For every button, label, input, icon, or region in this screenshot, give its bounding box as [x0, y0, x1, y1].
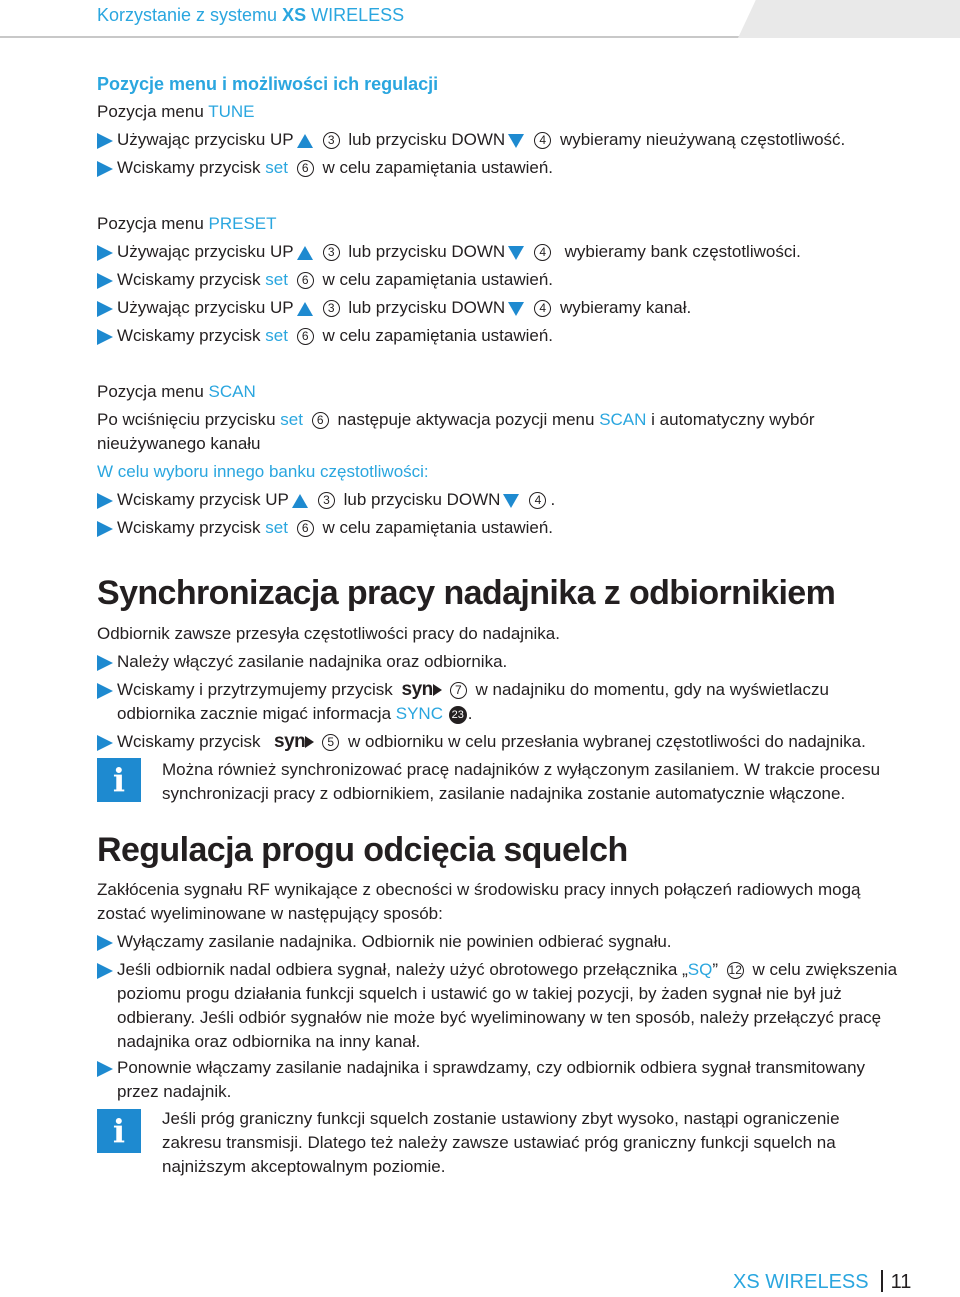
header-tab-decoration: [738, 0, 960, 38]
info-icon: i: [97, 758, 141, 802]
bullet-arrow-icon: [97, 493, 113, 509]
down-arrow-icon: [508, 302, 524, 316]
up-arrow-icon: [292, 494, 308, 508]
footer-brand: XS WIRELESS: [733, 1271, 869, 1293]
squelch-step-2-line-4: nadajnika oraz odbiornika na inny kanał.: [117, 1032, 421, 1051]
page-number: 11: [890, 1271, 912, 1293]
header-rule: [0, 36, 740, 38]
bullet-arrow-icon: [97, 963, 113, 979]
squelch-intro-1: Zakłócenia sygnału RF wynikające z obecności w środowisku pracy innych połączeń radiowych mogą: [97, 880, 861, 899]
footer-separator: [881, 1270, 883, 1292]
scan-step-1: Wciskamy przycisk UP 3 lub przycisku DOWN 4 .: [97, 489, 555, 511]
header-title: Korzystanie z systemu XS WIRELESS: [97, 5, 405, 25]
bullet-arrow-icon: [97, 245, 113, 261]
squelch-step-2: Jeśli odbiornik nadal odbiera sygnał, należy użyć obrotowego przełącznika „SQ” 12 w celu zwiększenia: [97, 959, 897, 981]
bullet-arrow-icon: [97, 655, 113, 671]
squelch-info-line-3: najniższym akceptowalnym poziomie.: [162, 1157, 446, 1176]
squelch-section-title: Regulacja progu odcięcia squelch: [97, 831, 628, 869]
preset-step-1: Używając przycisku UP 3 lub przycisku DOWN 4 wybieramy bank częstotliwości.: [97, 241, 801, 263]
preset-heading: Pozycja menu PRESET: [97, 214, 277, 233]
scan-description-cont: nieużywanego kanału: [97, 434, 261, 453]
tune-step-1: Używając przycisku UP 3 lub przycisku DOWN 4 wybieramy nieużywaną częstotliwość.: [97, 129, 845, 151]
squelch-info-line-2: zakresu transmisji. Dlatego też należy zawsze ustawiać próg graniczny funkcji squelch na: [162, 1133, 836, 1152]
scan-heading: Pozycja menu SCAN: [97, 382, 256, 401]
sync-step-3: Wciskamy przycisk syn 5 w odbiorniku w celu przesłania wybranej częstotliwości do nadajnika.: [97, 731, 866, 753]
preset-step-2: Wciskamy przycisk set 6 w celu zapamiętania ustawień.: [97, 269, 553, 291]
preset-step-4: Wciskamy przycisk set 6 w celu zapamiętania ustawień.: [97, 325, 553, 347]
page-footer: [733, 1270, 911, 1294]
up-arrow-icon: [297, 134, 313, 148]
squelch-info-line-1: Jeśli próg graniczny funkcji squelch zostanie ustawiony zbyt wysoko, nastąpi ograniczenie: [162, 1109, 840, 1128]
info-icon: i: [97, 1109, 141, 1153]
bullet-arrow-icon: [97, 935, 113, 951]
squelch-step-2-line-2: poziomu progu działania funkcji squelch i ustawić go w takiej pozycji, by żaden sygnał nie był już: [117, 984, 842, 1003]
bullet-arrow-icon: [97, 1061, 113, 1077]
squelch-step-3: Ponownie włączamy zasilanie nadajnika i sprawdzamy, czy odbiornik odbiera sygnał transmitowany: [97, 1057, 865, 1079]
tune-step-2: Wciskamy przycisk set 6 w celu zapamiętania ustawień.: [97, 157, 553, 179]
sync-section-title: Synchronizacja pracy nadajnika z odbiornikiem: [97, 574, 836, 612]
bullet-arrow-icon: [97, 273, 113, 289]
squelch-step-2-line-3: odbierany. Jeśli odbiór sygnałów nie może być wyeliminowany w ten sposób, należy przełączyć pracę: [117, 1008, 882, 1027]
sync-intro: Odbiornik zawsze przesyła częstotliwości pracy do nadajnika.: [97, 624, 560, 643]
up-arrow-icon: [297, 246, 313, 260]
bullet-arrow-icon: [97, 735, 113, 751]
preset-step-3: Używając przycisku UP 3 lub przycisku DOWN 4 wybieramy kanał.: [97, 297, 691, 319]
down-arrow-icon: [503, 494, 519, 508]
bullet-arrow-icon: [97, 521, 113, 537]
sync-step-2: Wciskamy i przytrzymujemy przycisk syn 7 w nadajniku do momentu, gdy na wyświetlaczu: [97, 679, 829, 701]
sync-info-line-2: synchronizacji pracy z odbiornikiem, zasilanie nadajnika zostanie automatycznie włączone.: [162, 784, 846, 803]
bullet-arrow-icon: [97, 329, 113, 345]
sync-info-line-1: Można również synchronizować pracę nadajników z wyłączonym zasilaniem. W trakcie procesu: [162, 760, 881, 779]
down-arrow-icon: [508, 134, 524, 148]
bullet-arrow-icon: [97, 133, 113, 149]
down-arrow-icon: [508, 246, 524, 260]
sync-button-icon: syn: [402, 679, 442, 701]
scan-bank-note: W celu wyboru innego banku częstotliwości:: [97, 462, 429, 481]
sync-step-2-cont: odbiornika zacznie migać informacja SYNC 23 .: [117, 704, 473, 723]
squelch-intro-2: zostać wyeliminowane w następujący sposób:: [97, 904, 443, 923]
menu-section-title: Pozycje menu i możliwości ich regulacji: [97, 74, 439, 94]
sync-button-icon: syn: [274, 731, 314, 753]
squelch-step-1: Wyłączamy zasilanie nadajnika. Odbiornik nie powinien odbierać sygnału.: [97, 931, 672, 953]
tune-heading: Pozycja menu TUNE: [97, 102, 255, 121]
bullet-arrow-icon: [97, 161, 113, 177]
squelch-step-3-cont: przez nadajnik.: [117, 1082, 232, 1101]
up-arrow-icon: [297, 302, 313, 316]
bullet-arrow-icon: [97, 301, 113, 317]
page-header: [0, 0, 960, 40]
scan-description: Po wciśnięciu przycisku set 6 następuje aktywacja pozycji menu SCAN i automatyczny wybór: [97, 410, 815, 429]
sync-step-1: Należy włączyć zasilanie nadajnika oraz odbiornika.: [97, 651, 507, 673]
scan-step-2: Wciskamy przycisk set 6 w celu zapamiętania ustawień.: [97, 517, 553, 539]
bullet-arrow-icon: [97, 683, 113, 699]
